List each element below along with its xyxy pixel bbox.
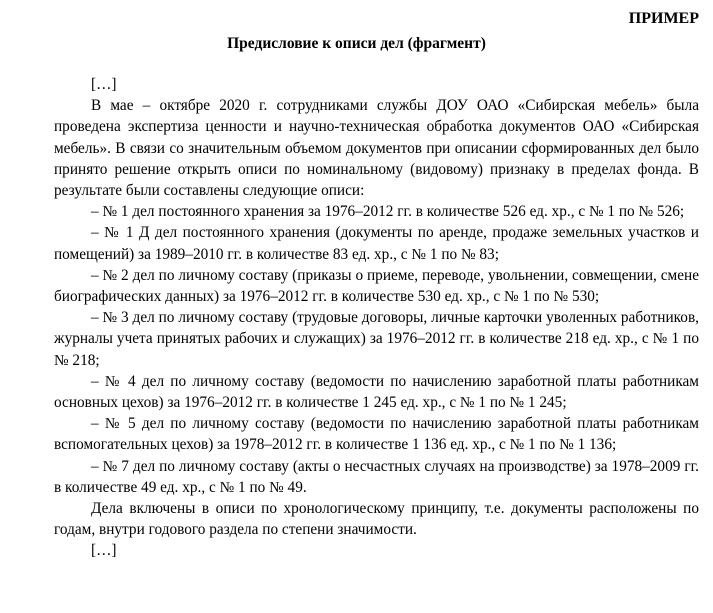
document-body xyxy=(54,74,699,562)
list-item-inventory-2: – № 2 дел по личному составу (приказы о приеме, переводе, увольнении, совмещении, смене биографических данных) за 1976–2012 гг. в количестве 530 ед. хр., с № 1 по № 530; xyxy=(54,266,699,306)
intro-paragraph: В мае – октябре 2020 г. сотрудниками службы ДОУ ОАО «Сибирская мебель» была проведена экспертиза ценности и научно-техническая обработка документов ОАО «Сибирская мебель». В связи со значительным объемом документов при описании сформированных дел было принято решение открыть описи по номинальному (видовому) признаку в пределах фонда. В результате были составлены следующие описи: xyxy=(54,97,699,200)
document-title: Предисловие к описи дел (фрагмент) xyxy=(227,35,486,52)
list-item-inventory-1d: – № 1 Д дел постоянного хранения (документы по аренде, продаже земельных участков и помещений) за 1989–2010 гг. в количестве 83 ед. хр., с № 1 по № 83; xyxy=(54,224,699,263)
list-item-inventory-7: – № 7 дел по личному составу (акты о несчастных случаях на производстве) за 1978–2009 гг. в количестве 49 ед. хр., с № 1 по № 49. xyxy=(54,457,699,496)
ellipsis-start: […] xyxy=(91,76,117,93)
closing-paragraph: Дела включены в описи по хронологическому принципу, т.е. документы расположены по годам, внутри годового раздела по степени значимости. xyxy=(54,500,699,539)
example-label: ПРИМЕР xyxy=(628,10,699,27)
list-item-inventory-4: – № 4 дел по личному составу (ведомости по начислению заработной платы работникам основных цехов) за 1976–2012 гг. в количестве 1 245 ед. хр., с № 1 по № 1 245; xyxy=(54,372,699,412)
list-item-inventory-1: – № 1 дел постоянного хранения за 1976–2012 гг. в количестве 526 ед. хр., с № 1 по № 526; xyxy=(91,203,685,221)
ellipsis-end: […] xyxy=(91,542,117,560)
list-item-inventory-3: – № 3 дел по личному составу (трудовые договоры, личные карточки уволенных работников, журналы учета принятых рабочих и служащих) за 1976–2012 гг. в количестве 218 ед. хр., с № 1 по № 218; xyxy=(54,309,699,369)
list-item-inventory-5: – № 5 дел по личному составу (ведомости по начислению заработной платы работникам вспомогательных цехов) за 1978–2012 гг. в количестве 1 136 ед. хр., с № 1 по № 1 136; xyxy=(54,415,699,454)
